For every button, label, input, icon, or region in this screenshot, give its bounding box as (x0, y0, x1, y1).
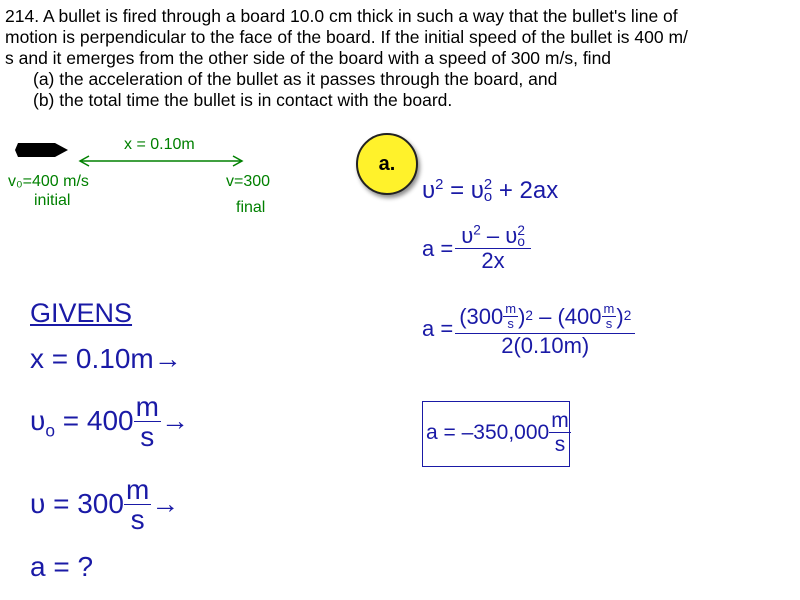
equation-lhs: a = (422, 316, 454, 342)
problem-line-3: s and it emerges from the other side of the board with a speed of 300 m/s, find (5, 48, 612, 68)
answer (426, 410, 571, 456)
initial-velocity-label: v₀=400 m/s (8, 173, 89, 190)
final-speed-value: 300 (466, 303, 504, 329)
equation-term: + 2ax (498, 177, 559, 204)
initial-speed-value: 400 (564, 303, 602, 329)
bullet-icon (15, 143, 68, 157)
problem-part-a: (a) the acceleration of the bullet as it passes through the board, and (33, 69, 558, 89)
given-acceleration: a = ? (30, 551, 94, 582)
problem-line-2: motion is perpendicular to the face of the board. If the initial speed of the bullet is 400 m/ (5, 27, 688, 47)
problem-part-b: (b) the total time the bullet is in contact with the board. (33, 90, 453, 110)
equation-denominator: 2(0.10m) (501, 332, 590, 358)
problem-line-1: 214. A bullet is fired through a board 10.0 cm thick in such a way that the bullet's line of (5, 6, 678, 26)
right-arrow-icon: → (160, 404, 189, 436)
unit-denominator: s (130, 504, 145, 536)
distance-arrow (80, 156, 242, 166)
given-distance (30, 343, 182, 375)
equation-denominator: 2x (481, 248, 505, 274)
kinematic-equation: $\upsilon^2 = \upsilon 2$ o + 2ax (422, 176, 559, 205)
given-v0-value: 400 (86, 404, 134, 436)
right-arrow-icon: → (151, 487, 180, 519)
given-v-value: 300 (77, 487, 124, 519)
given-distance-value: x = 0.10m (30, 343, 154, 374)
answer-value: a = –350,000 (426, 421, 550, 445)
unit-numerator: m (135, 391, 159, 422)
answer-unit-denominator: s (554, 433, 566, 457)
given-initial-velocity: $\upsilon_o = 400$ $\frac{m}{s}$ → (30, 391, 189, 453)
equation-lhs: a = (422, 235, 454, 261)
final-velocity-label: v=300 (226, 173, 271, 190)
right-arrow-icon: → (153, 343, 182, 374)
part-a-badge: a. (356, 133, 418, 195)
substituted-equation: a = ( 300 $\frac{m}{s}$ ) 2 – ( 400 $\frac{m}{s}$ ) 2 2(0.10m) (422, 300, 635, 358)
answer-unit-numerator: m (551, 409, 569, 432)
distance-label: x = 0.10m (124, 136, 195, 153)
unit-numerator: m (125, 474, 150, 505)
unit-denominator: s (140, 421, 155, 453)
initial-label: initial (34, 192, 71, 209)
given-final-velocity: υ = 300 $\frac{m}{s}$ → (30, 474, 180, 536)
problem-statement (5, 6, 795, 111)
final-label: final (236, 199, 266, 216)
rearranged-equation: a = $\upsilon^2 - \upsilon 2$ o 2x (422, 224, 531, 273)
givens-heading: GIVENS (30, 298, 133, 328)
